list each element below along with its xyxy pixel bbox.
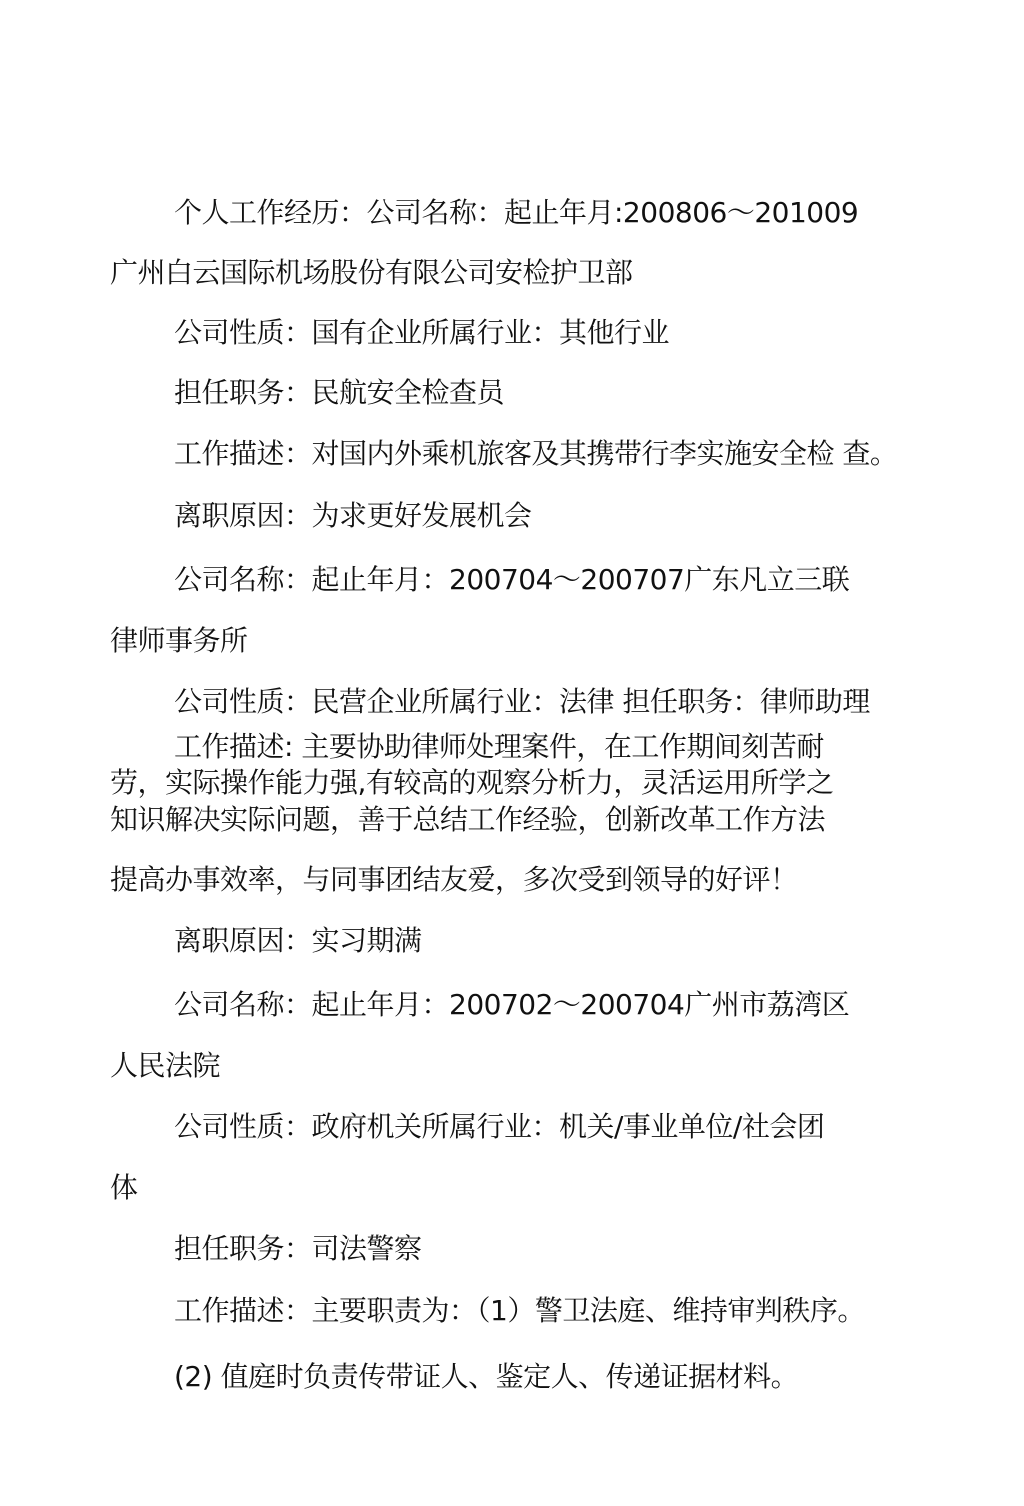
text-line: 律师事务所 — [110, 624, 248, 657]
text-line: 个人工作经历：公司名称：起止年月:200806～201009 — [174, 196, 859, 229]
text-line: 担任职务：司法警察 — [174, 1232, 422, 1265]
text-line: 公司名称：起止年月：200702～200704广州市荔湾区 — [174, 988, 850, 1021]
text-line: 公司名称：起止年月：200704～200707广东凡立三联 — [174, 563, 850, 596]
text-line: 人民法院 — [110, 1049, 221, 1082]
text-line: 担任职务：民航安全检查员 — [174, 376, 505, 409]
text-line: 离职原因：实习期满 — [174, 924, 422, 957]
text-line: 离职原因：为求更好发展机会 — [174, 499, 532, 532]
text-line: 公司性质：国有企业所属行业：其他行业 — [174, 316, 670, 349]
text-line: 工作描述：主要职责为：（1）警卫法庭、维持审判秩序。 — [174, 1294, 865, 1327]
text-line: (2) 值庭时负责传带证人、鉴定人、传递证据材料。 — [174, 1360, 799, 1393]
text-line: 公司性质：民营企业所属行业：法律 担任职务：律师助理 — [174, 685, 870, 718]
text-line: 体 — [110, 1171, 138, 1204]
text-line: 公司性质：政府机关所属行业：机关/事业单位/社会团 — [174, 1110, 825, 1143]
text-line: 提高办事效率，与同事团结友爱，多次受到领导的好评！ — [110, 863, 798, 896]
text-line: 工作描述: 主要协助律师处理案件，在工作期间刻苦耐 — [174, 730, 824, 763]
text-line: 知识解决实际问题，善于总结工作经验，创新改革工作方法 — [110, 803, 826, 836]
text-line: 劳，实际操作能力强,有较高的观察分析力，灵活运用所学之 — [110, 766, 834, 799]
text-line: 工作描述：对国内外乘机旅客及其携带行李实施安全检 查。 — [174, 437, 898, 470]
text-line: 广州白云国际机场股份有限公司安检护卫部 — [110, 256, 633, 289]
